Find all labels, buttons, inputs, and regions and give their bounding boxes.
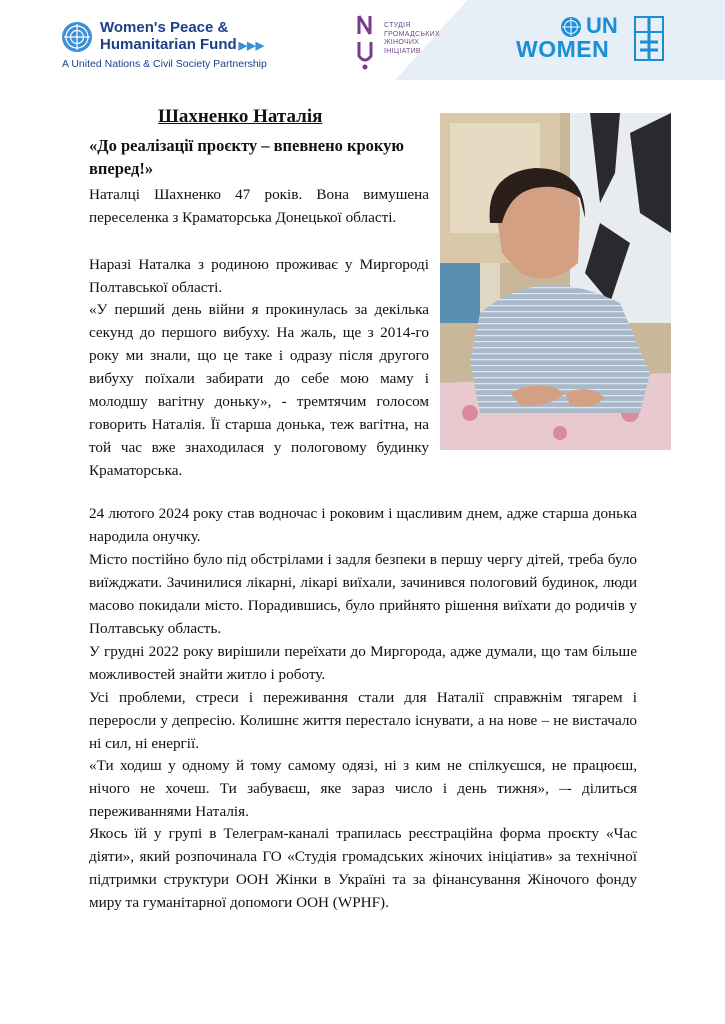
un-women-women: WOMEN (516, 36, 610, 62)
un-women-globe-icon (560, 16, 582, 38)
studio-line4: ІНІЦІАТИВ (384, 47, 421, 55)
studio-line1: СТУДІЯ (384, 22, 411, 29)
studio-line2: ГРОМАДСЬКИХ (384, 30, 440, 38)
wphf-tagline: A United Nations & Civil Society Partnership (62, 58, 267, 70)
paragraph-8: «Ти ходиш у одному й тому самому одязі, ні з ким не спілкуєшся, не працюєш, нічого не хочеш. Ти забуваєш, яке зараз число і день тижня», –- ділиться переживаннями Наталія. (89, 757, 637, 820)
wphf-line1: Women's Peace & (100, 19, 229, 36)
portrait-photo (440, 113, 671, 450)
article-subtitle: «До реалізації проєкту – впевнено крокую вперед!» (89, 136, 405, 178)
paragraph-2: Наразі Наталка з родиною проживає у Миргороді Полтавської області. (89, 256, 429, 296)
un-women-emblem-icon (634, 16, 664, 61)
wphf-logo (60, 16, 320, 72)
un-women-un: UN (586, 13, 618, 38)
studio-mark-icon (356, 12, 376, 72)
paragraph-3: «У перший день війни я прокинулась за декілька секунд до першого вибуху. На жаль, ще з 2014-го року ми знали, що це таке і одразу після другого вибуху поїхали забирати до себе мою маму і молодшу вагітну доньку», - тремтячим голосом говорить Наталія. Її старша донька, теж вагітна, на той час вже знаходилася у пологовому будинку Краматорська. (89, 301, 429, 479)
un-globe-icon (60, 20, 94, 54)
un-women-logo (516, 14, 676, 66)
paragraph-9: Якось їй у групі в Телеграм-каналі трапилась реєстраційна форма проєкту «Час діяти», який розпочинала ГО «Студія громадських жіночих ініціатив» за технічної підтримки структури ООН Жінки в Україні та за фінансування Жіночого фонду миру та гуманітарної допомоги ООН (WPHF). (89, 825, 637, 911)
wphf-line2 (100, 37, 264, 54)
paragraph-7: Усі проблеми, стреси і переживання стали для Наталії справжнім тягарем і переросли у депресію. Колишнє життя перестало існувати, а на нове – не вистачало ні сил, ні енергії. (89, 689, 637, 752)
arrows-icon: ▶▶▶ (238, 40, 265, 52)
paragraph-6: У грудні 2022 року вирішили переїхати до Миргорода, адже думали, що там більше можливостей знайти житло і роботу. (89, 643, 637, 683)
paragraph-4: 24 лютого 2024 року став водночас і роковим і щасливим днем, адже старша донька народила онучку. (89, 505, 637, 545)
paragraph-5: Місто постійно було під обстрілами і задля безпеки в першу чергу дітей, треба було виїжджати. Зачинилися лікарні, лікарі виїхали, зачинився пологовий будинок, люди масово покидали місто. Порадившись, було прийнято рішення виїхати до родичів у Полтавську область. (89, 551, 637, 637)
article-title: Шахненко Наталія (158, 106, 323, 127)
studio-line3: ЖІНОЧИХ (384, 39, 420, 46)
wphf-line2-text: Humanitarian Fund (100, 36, 237, 53)
paragraph-1: Наталці Шахненко 47 років. Вона вимушена переселенка з Краматорська Донецької області. (89, 186, 429, 226)
page-header (0, 0, 725, 80)
studio-logo (356, 12, 466, 72)
studio-text (384, 22, 440, 56)
